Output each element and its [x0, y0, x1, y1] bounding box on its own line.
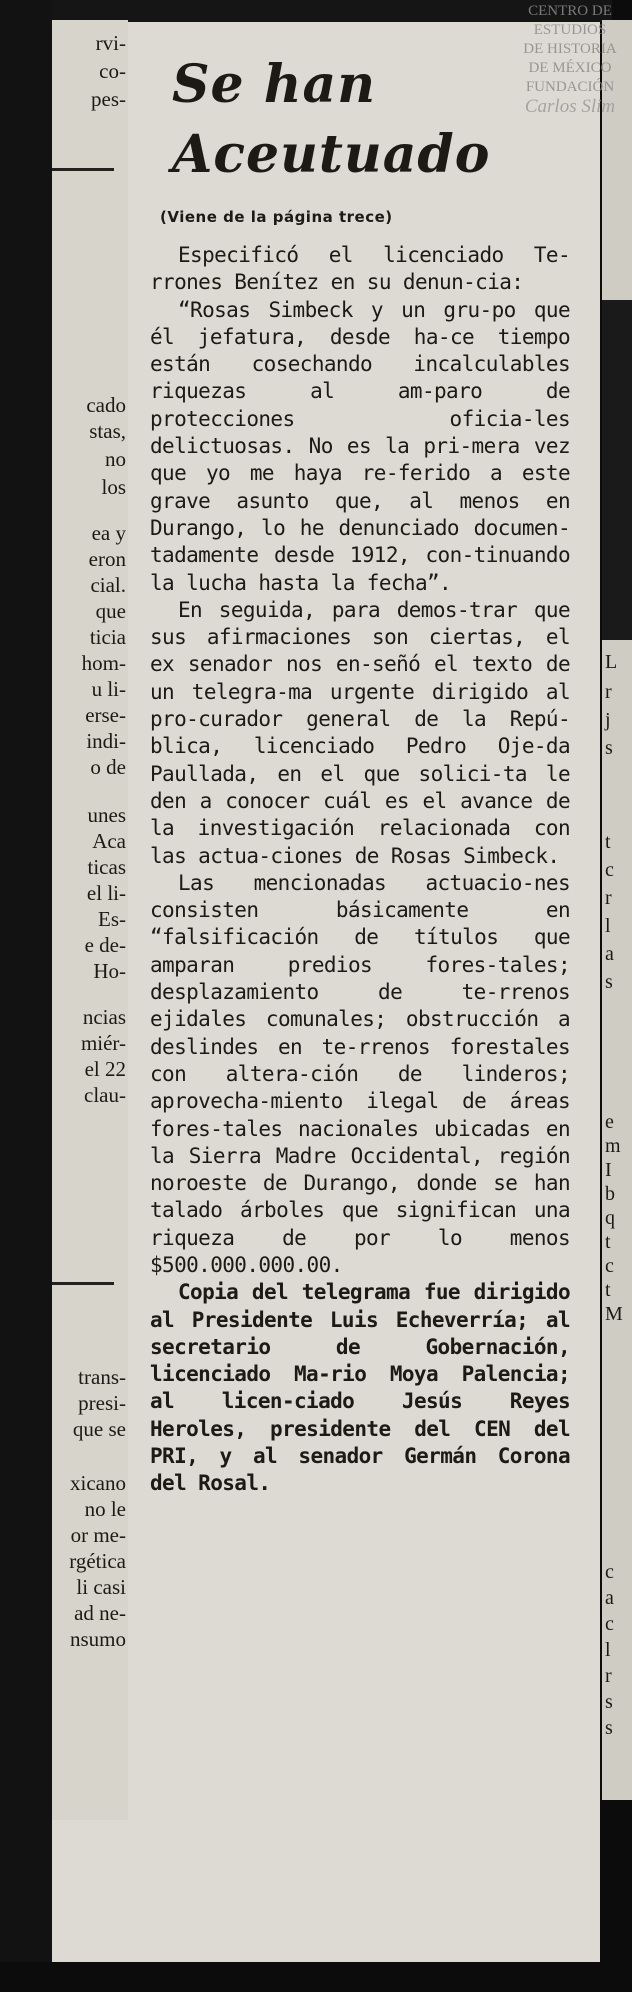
- neighbor-text-fragment: cial.: [90, 573, 126, 597]
- neighbor-text-fragment: rvi-: [95, 31, 126, 55]
- neighbor-text-fragment: li casi: [76, 1575, 126, 1599]
- article-body: [150, 242, 570, 1498]
- neighbor-text-fragment: s: [605, 1717, 613, 1739]
- column-rule: [50, 1282, 114, 1285]
- neighbor-text-fragment: M: [605, 1303, 623, 1325]
- headline: [172, 50, 570, 190]
- headline-line: Aceutuado: [172, 124, 491, 185]
- neighbor-text-fragment: ad ne-: [74, 1601, 126, 1625]
- neighbor-text-fragment: b: [605, 1183, 615, 1205]
- neighbor-text-fragment: or me-: [70, 1523, 126, 1547]
- neighbor-text-fragment: el 22: [84, 1057, 126, 1081]
- neighbor-text-fragment: Es-: [98, 907, 126, 931]
- neighbor-text-fragment: que: [95, 599, 126, 623]
- neighbor-text-fragment: cado: [86, 393, 126, 417]
- neighbor-text-fragment: j: [605, 709, 611, 731]
- neighbor-text-fragment: los: [101, 475, 126, 499]
- neighbor-text-fragment: co-: [99, 59, 126, 83]
- neighbor-text-fragment: c: [605, 1613, 614, 1635]
- watermark-line: CENTRO DE: [528, 3, 612, 19]
- neighbor-text-fragment: hom-: [81, 651, 126, 675]
- neighbor-text-fragment: ticia: [89, 625, 126, 649]
- neighbor-text-fragment: L: [605, 651, 618, 673]
- neighbor-text-fragment: o de: [90, 755, 126, 779]
- neighbor-text-fragment: miér-: [80, 1031, 126, 1055]
- paragraph: Copia del telegrama fue dirigido al Presidente Luis Echeverría; al secretario de Gobernación, licenciado Ma-rio Moya Palencia; al licen-ciado Jesús Reyes Heroles, presidente del CEN del PRI, y al senador Germán Corona del Rosal.: [150, 1280, 570, 1496]
- neighbor-text-fragment: ticas: [87, 855, 126, 879]
- headline-line: Se han: [172, 54, 377, 115]
- neighbor-text-fragment: l: [605, 1639, 611, 1661]
- neighbor-text-fragment: r: [605, 887, 612, 909]
- neighbor-text-fragment: t: [605, 1231, 611, 1253]
- neighbor-text-fragment: s: [605, 971, 613, 993]
- scan-bottom-border: [0, 1962, 632, 1992]
- neighbor-text-fragment: clau-: [84, 1083, 126, 1107]
- neighbor-photo: [602, 300, 632, 640]
- neighbor-text-fragment: a: [605, 1587, 614, 1609]
- watermark-line: DE HISTORIA: [523, 41, 617, 57]
- article: [150, 50, 570, 1498]
- neighbor-text-fragment: ea y: [91, 521, 126, 545]
- paragraph: En seguida, para demos-trar que sus afirmaciones son ciertas, el ex senador nos en-señó el texto de un telegra-ma urgente dirigido al pro-curador general de la Repú-blica, licenciado Pedro Oje-da Paullada, en el que solici-ta le den a conocer cuál es el avance de la investigación relacionada con las actua-ciones de Rosas Simbeck.: [150, 597, 570, 868]
- neighbor-text-fragment: Aca: [92, 829, 126, 853]
- neighbor-text-fragment: t: [605, 1279, 611, 1301]
- neighbor-text-fragment: c: [605, 1561, 614, 1583]
- neighbor-text-fragment: erse-: [85, 703, 126, 727]
- neighbor-text-fragment: a: [605, 943, 614, 965]
- neighbor-text-fragment: no le: [84, 1497, 126, 1521]
- neighbor-text-fragment: indi-: [86, 729, 126, 753]
- neighbor-text-fragment: presi-: [78, 1391, 126, 1415]
- watermark-line: ESTUDIOS: [533, 22, 607, 38]
- neighbor-text-fragment: c: [605, 859, 614, 881]
- neighbor-text-fragment: Ho-: [93, 959, 126, 983]
- continuation-note: (Viene de la página trece): [160, 208, 393, 226]
- neighbor-text-fragment: que se: [72, 1417, 126, 1441]
- watermark-line: DE MÉXICO: [528, 60, 612, 76]
- paragraph: Las mencionadas actuacio-nes consisten básicamente en “falsificación de títulos que amparan predios fores-tales; desplazamiento de te-rrenos ejidales comunales; obstrucción a deslindes en te-rrenos forestales con altera-ción de linderos; aprovecha-miento ilegal de áreas fores-tales nacionales ubicadas en la Sierra Madre Occidental, región noroeste de Durango, donde se han talado árboles que significan una riqueza de por lo menos $500.000.000.00.: [150, 870, 570, 1277]
- neighbor-text-fragment: s: [605, 1691, 613, 1713]
- paragraph: Especificó el licenciado Te-rrones Benítez en su denun-cia:: [150, 243, 570, 295]
- paragraph: “Rosas Simbeck y un gru-po que él jefatura, desde ha-ce tiempo están cosechando incalculables riquezas al am-paro de protecciones oficia-les delictuosas. No es la pri-mera vez que yo me haya re-ferido a este grave asunto que, al menos en Durango, lo he denunciado documen-tadamente desde 1912, con-tinuando la lucha hasta la fecha”.: [150, 297, 570, 595]
- neighbor-text-fragment: pes-: [91, 87, 126, 111]
- watermark-signature: Carlos Slim: [524, 96, 616, 117]
- neighbor-text-fragment: trans-: [78, 1365, 126, 1389]
- neighbor-text-fragment: t: [605, 831, 611, 853]
- neighbor-text-fragment: l: [605, 915, 611, 937]
- neighbor-text-fragment: ncias: [82, 1005, 126, 1029]
- neighbor-text-fragment: e: [605, 1111, 614, 1133]
- neighbor-text-fragment: r: [605, 681, 612, 703]
- neighbor-text-fragment: stas,: [89, 419, 126, 443]
- right-neighbor-column: [602, 20, 632, 1800]
- neighbor-text-fragment: I: [605, 1159, 612, 1181]
- column-rule: [50, 168, 114, 171]
- neighbor-text-fragment: c: [605, 1255, 614, 1277]
- watermark-line: FUNDACIÓN: [525, 79, 615, 95]
- neighbor-text-fragment: q: [605, 1207, 615, 1229]
- scan-left-border: [0, 0, 52, 1992]
- neighbor-text-fragment: u li-: [91, 677, 126, 701]
- neighbor-text-fragment: el li-: [86, 881, 126, 905]
- neighbor-text-fragment: eron: [88, 547, 126, 571]
- neighbor-text-fragment: xicano: [70, 1471, 126, 1495]
- neighbor-text-fragment: s: [605, 737, 613, 759]
- neighbor-text-fragment: nsumo: [69, 1627, 126, 1651]
- neighbor-text-fragment: no: [105, 447, 126, 471]
- neighbor-text-fragment: e de-: [84, 933, 126, 957]
- neighbor-text-fragment: rgética: [69, 1549, 126, 1573]
- neighbor-text-fragment: m: [605, 1135, 621, 1157]
- neighbor-text-fragment: r: [605, 1665, 612, 1687]
- neighbor-text-fragment: unes: [87, 803, 126, 827]
